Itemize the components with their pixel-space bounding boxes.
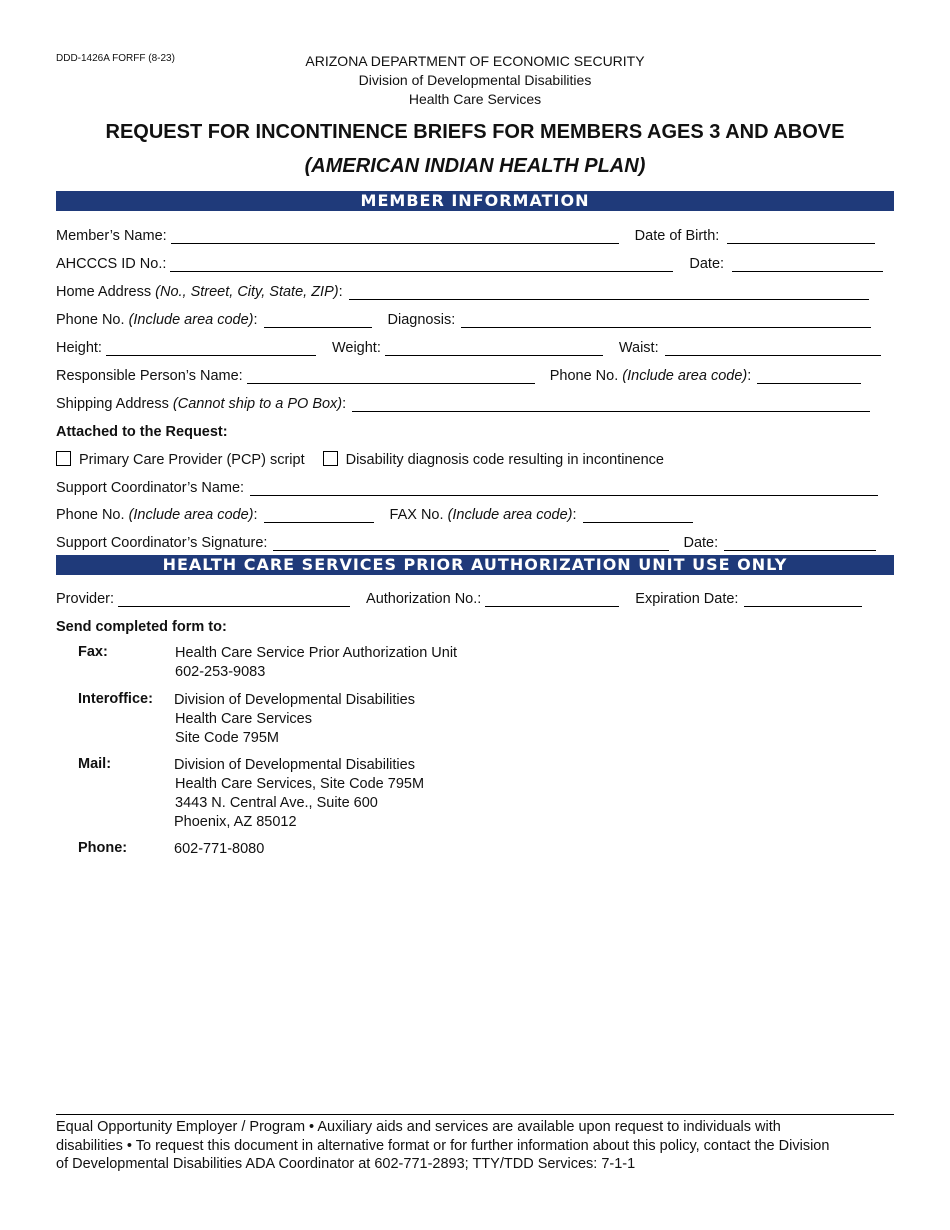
members-name-label: Member’s Name: — [56, 228, 167, 244]
row-attachments — [56, 448, 894, 468]
footer-line: of Developmental Disabilities ADA Coordinator at 602-771-2893; TTY/TDD Services: 7-1-1 — [56, 1156, 636, 1172]
phone-dest-value: 602-771-8080 — [174, 841, 265, 857]
sc-date-field[interactable] — [724, 536, 876, 551]
form-id: DDD-1426A FORFF (8-23) — [56, 53, 175, 64]
interoffice-line: Site Code 795M — [175, 730, 279, 746]
ahcccs-label: AHCCCS ID No.: — [56, 256, 167, 272]
responsible-phone-note: (Include area code) — [622, 368, 748, 384]
weight-label: Weight: — [331, 340, 381, 356]
expiration-field[interactable] — [744, 592, 862, 607]
row-ahcccs — [56, 252, 894, 272]
home-address-label: Home Address — [56, 284, 152, 300]
pcp-script-checkbox[interactable] — [56, 451, 71, 466]
weight-field[interactable] — [385, 341, 603, 356]
phone-label: Phone No. — [56, 312, 125, 328]
interoffice-label: Interoffice: — [78, 691, 153, 707]
date-field[interactable] — [732, 257, 883, 272]
mail-block — [174, 756, 424, 832]
authorization-header: HEALTH CARE SERVICES PRIOR AUTHORIZATION UNIT USE ONLY — [56, 555, 894, 575]
row-shipping-address: Shipping Address (Cannot ship to a PO Box) : — [56, 392, 894, 412]
footer-divider — [56, 1114, 894, 1115]
send-to-heading: Send completed form to: — [56, 619, 227, 635]
waist-label: Waist: — [618, 340, 659, 356]
phone-dest-label: Phone: — [78, 840, 128, 856]
footer-line: Equal Opportunity Employer / Program • Auxiliary aids and services are available upon request to individuals with — [56, 1119, 781, 1135]
provider-label: Provider: — [56, 591, 115, 607]
mail-line: Health Care Services, Site Code 795M — [175, 776, 425, 792]
row-responsible-person: Responsible Person’s Name: Phone No. (Include area code) : — [56, 364, 894, 384]
ahcccs-field[interactable] — [170, 257, 673, 272]
interoffice-line: Health Care Services — [175, 711, 312, 727]
home-address-note: (No., Street, City, State, ZIP) — [155, 284, 339, 300]
sc-name-label: Support Coordinator’s Name: — [56, 480, 245, 496]
shipping-note: (Cannot ship to a PO Box) — [172, 396, 343, 412]
sc-signature-field[interactable] — [273, 536, 669, 551]
responsible-phone-label: Phone No. — [549, 368, 619, 384]
fax-dest-label: Fax: — [78, 644, 108, 660]
fax-field[interactable] — [583, 508, 693, 523]
responsible-label: Responsible Person’s Name: — [56, 368, 243, 384]
sc-phone-field[interactable] — [264, 508, 374, 523]
diagnosis-code-label: Disability diagnosis code resulting in incontinence — [345, 452, 664, 468]
footer-line: disabilities • To request this document in alternative format or for further information about this policy, contact the Division — [56, 1137, 830, 1154]
home-address-field[interactable] — [349, 285, 869, 300]
mail-line: Phoenix, AZ 85012 — [174, 814, 297, 830]
diagnosis-field[interactable] — [461, 313, 871, 328]
provider-field[interactable] — [118, 592, 350, 607]
phone-note: (Include area code) — [128, 312, 254, 328]
row-phone-diagnosis: Phone No. (Include area code) : Diagnosis: — [56, 308, 894, 328]
date-label: Date: — [689, 256, 725, 272]
sc-name-field[interactable] — [250, 481, 878, 496]
expiration-label: Expiration Date: — [635, 591, 739, 607]
row-sc-name — [56, 476, 894, 496]
row-home-address: Home Address (No., Street, City, State, ZIP) : — [56, 280, 894, 300]
interoffice-block — [174, 691, 415, 748]
fax-dest-block — [175, 644, 457, 682]
attached-heading: Attached to the Request: — [56, 424, 228, 440]
height-label: Height: — [56, 340, 102, 356]
sc-phone-note: (Include area code) — [128, 507, 254, 523]
fax-dest-number: 602-253-9083 — [175, 664, 266, 680]
row-sc-phone-fax: Phone No. (Include area code) : FAX No. (Include area code) : — [56, 503, 894, 523]
mail-line: 3443 N. Central Ave., Suite 600 — [175, 795, 378, 811]
auth-no-field[interactable] — [485, 592, 619, 607]
diagnosis-label: Diagnosis: — [387, 312, 456, 328]
fax-label: FAX No. — [389, 507, 444, 523]
sc-phone-label: Phone No. — [56, 507, 125, 523]
row-sc-signature — [56, 531, 894, 551]
waist-field[interactable] — [665, 341, 881, 356]
sc-date-label: Date: — [683, 535, 719, 551]
footer-notice — [56, 1118, 896, 1174]
shipping-address-field[interactable] — [352, 397, 870, 412]
dob-field[interactable] — [727, 229, 875, 244]
shipping-label: Shipping Address — [56, 396, 169, 412]
sc-signature-label: Support Coordinator’s Signature: — [56, 535, 268, 551]
responsible-field[interactable] — [247, 369, 535, 384]
row-authorization — [56, 587, 894, 607]
form-subtitle: (AMERICAN INDIAN HEALTH PLAN) — [304, 155, 646, 177]
agency-name: ARIZONA DEPARTMENT OF ECONOMIC SECURITY — [305, 53, 645, 69]
height-field[interactable] — [106, 341, 316, 356]
dob-label: Date of Birth: — [634, 228, 720, 244]
members-name-field[interactable] — [171, 229, 619, 244]
interoffice-line: Division of Developmental Disabilities — [174, 692, 415, 708]
agency-division: Division of Developmental Disabilities — [358, 72, 592, 88]
member-information-header: MEMBER INFORMATION — [56, 191, 894, 211]
mail-label: Mail: — [78, 756, 112, 772]
diagnosis-code-checkbox[interactable] — [323, 451, 338, 466]
fax-note: (Include area code) — [447, 507, 573, 523]
row-measurements — [56, 336, 894, 356]
fax-dest-line: Health Care Service Prior Authorization Unit — [175, 645, 458, 661]
form-title: REQUEST FOR INCONTINENCE BRIEFS FOR MEMBERS AGES 3 AND ABOVE — [105, 121, 845, 143]
responsible-phone-field[interactable] — [757, 369, 861, 384]
row-member-name — [56, 224, 894, 244]
agency-unit: Health Care Services — [408, 91, 542, 107]
pcp-script-label: Primary Care Provider (PCP) script — [79, 452, 305, 468]
phone-field[interactable] — [264, 313, 372, 328]
auth-no-label: Authorization No.: — [366, 591, 482, 607]
mail-line: Division of Developmental Disabilities — [174, 757, 415, 773]
